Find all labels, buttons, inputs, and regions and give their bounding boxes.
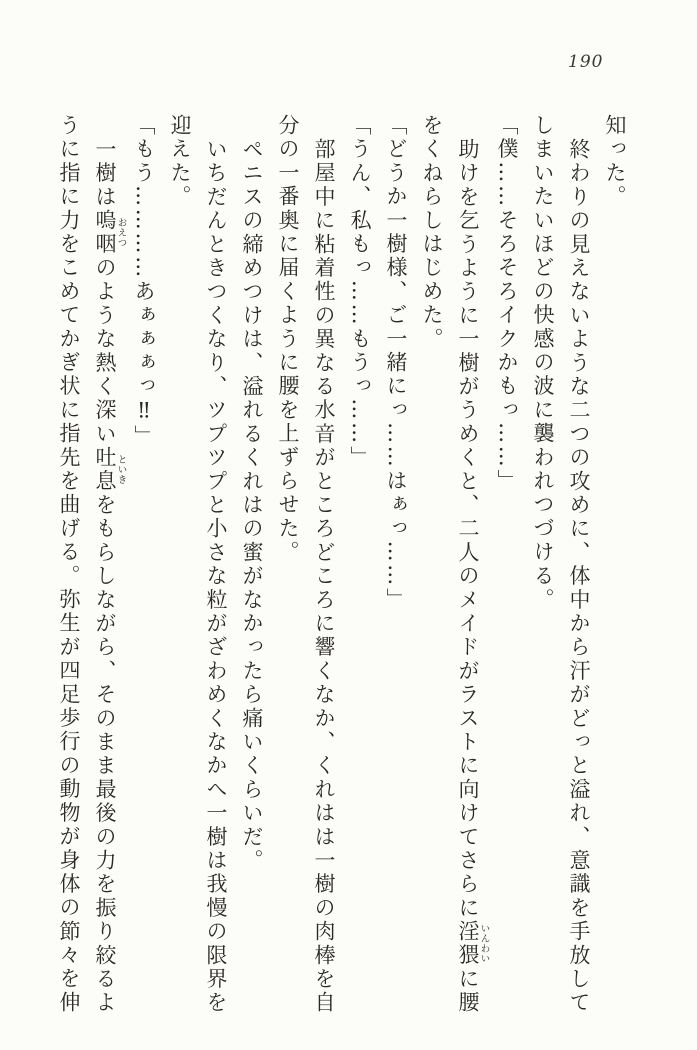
paragraph: 「もう…………あぁぁぁっ‼」 [132, 114, 156, 449]
paragraph: 助けを乞うように一樹がうめくと、二人のメイドがラストに向けてさらに淫猥いんわいに腰をくねらしはじめた。 [420, 114, 490, 1015]
text-flow [40, 114, 633, 1018]
paragraph: 知った。 [603, 114, 627, 209]
paragraph: 終わりの見えないような二つの攻めに、体中から汗がどっと溢れ、意識を手放してしまいたいほどの快感の波に襲われつづける。 [531, 114, 591, 1015]
page-number: 190 [568, 52, 604, 72]
paragraph: ペニスの締めつけは、溢れるくれはの蜜がなかったら痛いくらいだ。 [240, 137, 264, 873]
furigana-word: 吐息といき [93, 445, 127, 494]
paragraph: 「どうか一樹様、ご一緒にっ……はぁっ……」 [384, 114, 408, 612]
furigana-word: 淫猥いんわい [456, 919, 490, 968]
paragraph: 「うん、私もっ……もうっ……」 [348, 114, 372, 470]
furigana-word: 嗚咽おえつ [93, 208, 127, 257]
paragraph: いちだんときつくなり、ツプツプと小さな粒がざわめくなかへ一樹は我慢の限界を迎えた。 [168, 114, 228, 1015]
paragraph: 「僕……そろそろイクかもっ……」 [495, 114, 519, 494]
paragraph: 部屋中に粘着性の異なる水音がところどころに響くなか、くれはは一樹の肉棒を自分の一番奥に届くように腰を上ずらせた。 [276, 114, 336, 1015]
paragraph: 一樹は嗚咽おえつのような熱く深い吐息といきをもらしながら、そのまま最後の力を振り絞るように指に力をこめてかぎ状に指先を曲げる。弥生が四足歩行の動物が身体の節々を伸 [57, 114, 127, 1015]
